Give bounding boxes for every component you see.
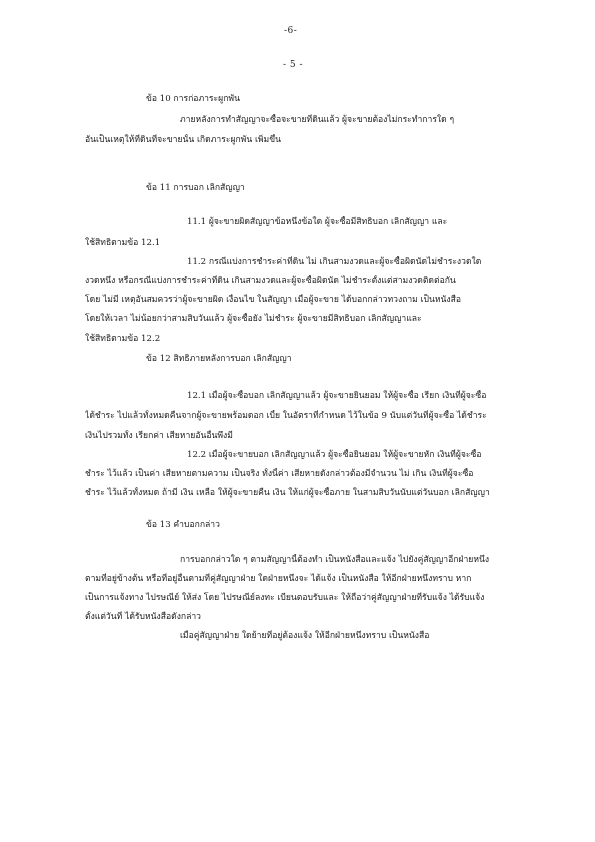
clause-11-line: 11.2 กรณีแบ่งการชำระค่าที่ดิน ไม่ เกินสามงวดและผู้จะซื้อผิดนัดไม่ชำระงวดใด: [187, 257, 482, 267]
clause-11-line: โดย ไม่มี เหตุอันสมควรว่าผู้จะขายผิด เงื่อนไข ในสัญญา เมื่อผู้จะขาย ได้บอกกล่าวทวงถาม เป็นหนังสือ: [85, 295, 461, 305]
clause-11-line: งวดหนึ่ง หรือกรณีแบ่งการชำระค่าที่ดิน เกินสามงวดและผู้จะซื้อผิดนัด ไม่ชำระตั้งแต่สามงวดติดต่อกัน: [85, 276, 456, 286]
clause-13-line: เป็นการแจ้งทาง ไปรษณีย์ ให้ส่ง โดย ไปรษณีย์ลงทะ เบียนตอบรับและ ให้ถือว่าคู่สัญญาฝ่ายที่รับแจ้ง ได้รับแจ้ง: [85, 593, 485, 603]
clause-13-line: เมื่อคู่สัญญาฝ่าย ใดย้ายที่อยู่ต้องแจ้ง ให้อีกฝ่ายหนึ่งทราบ เป็นหนังสือ: [180, 631, 430, 641]
clause-13-line: ตามที่อยู่ข้างต้น หรือที่อยู่อื่นตามที่คู่สัญญาฝ่าย ใดฝ่ายหนึ่งจะ ได้แจ้ง เป็นหนังสือ ให้อีกฝ่ายหนึ่งทราบ หาก: [85, 574, 472, 584]
clause-10-line: อันเป็นเหตุให้ที่ดินที่จะขายนั้น เกิดภาระผูกพัน เพิ่มขึ้น: [85, 135, 281, 145]
clause-11-line: ใช้สิทธิตามข้อ 12.2: [85, 334, 161, 344]
clause-13-line: ตั้งแต่วันที่ ได้รับหนังสือดังกล่าว: [85, 612, 202, 622]
clause-10-line: ภายหลังการทำสัญญาจะซื้อจะขายที่ดินแล้ว ผู้จะขายต้องไม่กระทำการใด ๆ: [180, 115, 455, 125]
clause-11-line: ใช้สิทธิตามข้อ 12.1: [85, 238, 161, 248]
clause-12-line: ชำระ ไว้แล้วทั้งหมด ถ้ามี เงิน เหลือ ให้ผู้จะขายคืน เงิน ให้แก่ผู้จะซื้อภาย ในสามสิบวันนับแต่วันบอก เลิกสัญญา: [85, 488, 490, 498]
clause-10-heading: ข้อ 10 การก่อภาระผูกพัน: [146, 94, 240, 104]
clause-13-heading: ข้อ 13 คำบอกกล่าว: [146, 520, 220, 530]
clause-12-heading: ข้อ 12 สิทธิภายหลังการบอก เลิกสัญญา: [146, 354, 292, 364]
clause-11-line: โดยให้เวลา ไม่น้อยกว่าสามสิบวันแล้ว ผู้จะซื้อยัง ไม่ชำระ ผู้จะขายมีสิทธิบอก เลิกสัญญาและ: [85, 314, 422, 324]
outer-page-number: -6-: [284, 26, 298, 36]
clause-12-line: เงินไปรวมทั้ง เรียกค่า เสียหายอันอื่นพึงมี: [85, 431, 233, 441]
clause-12-line: 12.1 เมื่อผู้จะซื้อบอก เลิกสัญญาแล้ว ผู้จะขายยินยอม ให้ผู้จะซื้อ เรียก เงินที่ผู้จะซื้อ: [187, 391, 487, 401]
clause-12-line: 12.2 เมื่อผู้จะขายบอก เลิกสัญญาแล้ว ผู้จะซื้อยินยอม ให้ผู้จะขายหัก เงินที่ผู้จะซื้อ: [187, 450, 482, 460]
inner-page-number: - 5 -: [283, 60, 304, 70]
clause-12-line: ชำระ ไว้แล้ว เป็นค่า เสียหายตามความ เป็นจริง ทั้งนี้ค่า เสียหายดังกล่าวต้องมีจำนวน ไม่ เกิน เงินที่ผู้จะซื้อ: [85, 469, 474, 479]
clause-13-line: การบอกกล่าวใด ๆ ตามสัญญานี้ต้องทำ เป็นหนังสือและแจ้ง ไปยังคู่สัญญาอีกฝ่ายหนึ่ง: [180, 555, 490, 565]
clause-11-line: 11.1 ผู้จะขายผิดสัญญาข้อหนึ่งข้อใด ผู้จะซื้อมีสิทธิบอก เลิกสัญญา และ: [187, 217, 448, 227]
clause-11-heading: ข้อ 11 การบอก เลิกสัญญา: [146, 183, 245, 193]
clause-12-line: ได้ชำระ ไปแล้วทั้งหมดคืนจากผู้จะขายพร้อมดอก เบี้ย ในอัตราที่กำหนด ไว้ในข้อ 9 นับแต่วันที่ผู้จะซื้อ ได้ชำระ: [85, 411, 487, 421]
